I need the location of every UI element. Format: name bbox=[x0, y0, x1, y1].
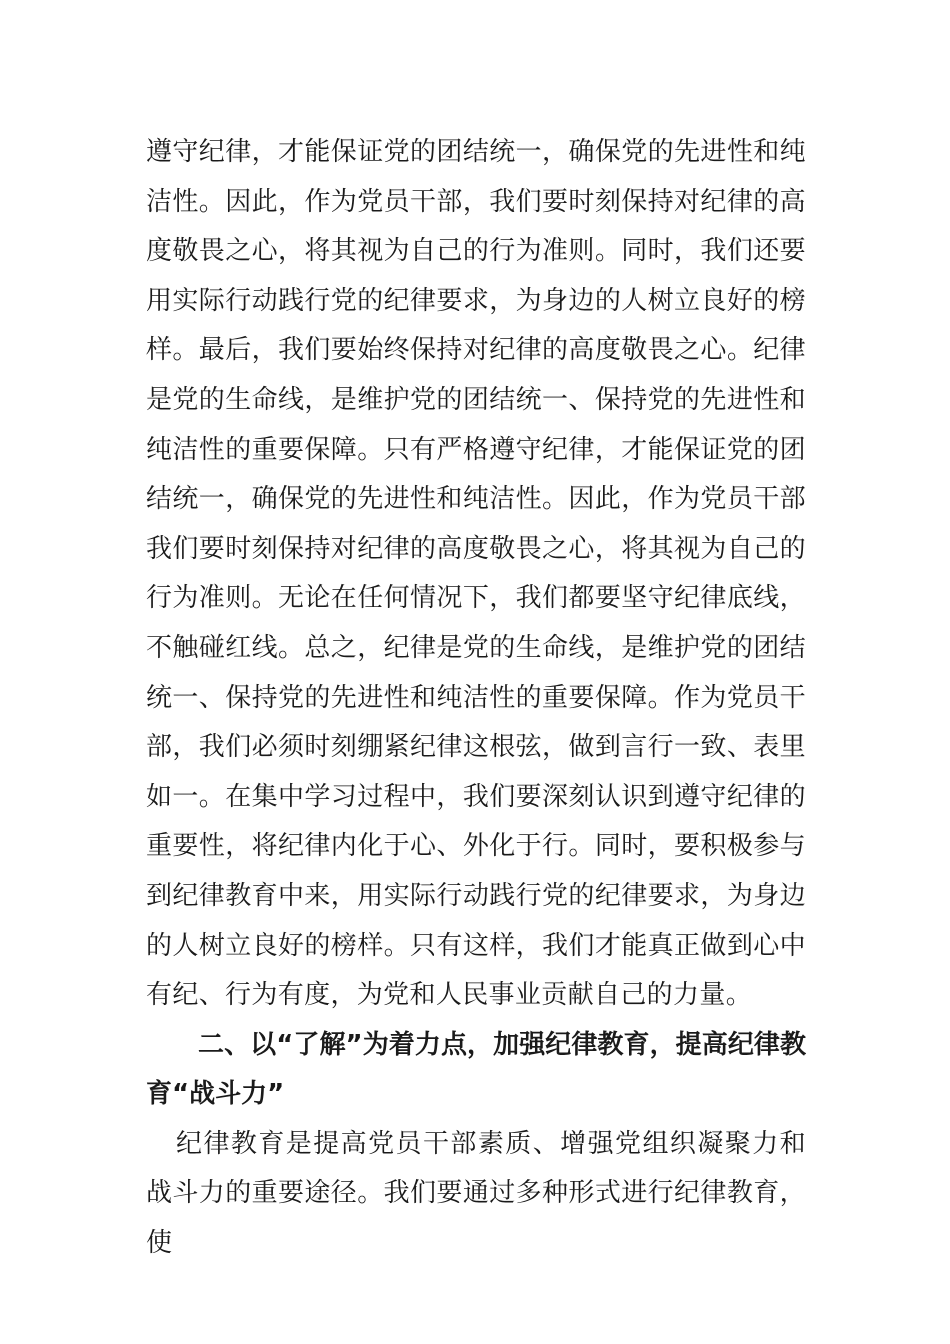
document-body bbox=[146, 128, 806, 1269]
body-paragraph-1: 遵守纪律，才能保证党的团结统一，确保党的先进性和纯洁性。因此，作为党员干部，我们要时刻保持对纪律的高度敬畏之心，将其视为自己的行为准则。同时，我们还要用实际行动践行党的纪律要求，为身边的人树立良好的榜样。最后，我们要始终保持对纪律的高度敬畏之心。纪律是党的生命线，是维护党的团结统一、保持党的先进性和纯洁性的重要保障。只有严格遵守纪律，才能保证党的团结统一，确保党的先进性和纯洁性。因此，作为党员干部我们要时刻保持对纪律的高度敬畏之心，将其视为自己的行为准则。无论在任何情况下，我们都要坚守纪律底线，不触碰红线。总之，纪律是党的生命线，是维护党的团结统一、保持党的先进性和纯洁性的重要保障。作为党员干部，我们必须时刻绷紧纪律这根弦，做到言行一致、表里如一。在集中学习过程中，我们要深刻认识到遵守纪律的重要性，将纪律内化于心、外化于行。同时，要积极参与到纪律教育中来，用实际行动践行党的纪律要求，为身边的人树立良好的榜样。只有这样，我们才能真正做到心中有纪、行为有度，为党和人民事业贡献自己的力量。 bbox=[146, 137, 806, 1011]
section-heading: 二、以“了解”为着力点，加强纪律教育，提高纪律教育“战斗力” bbox=[146, 1029, 806, 1110]
body-paragraph-2: 纪律教育是提高党员干部素质、增强党组织凝聚力和战斗力的重要途径。我们要通过多种形式进行纪律教育，使 bbox=[146, 1128, 806, 1259]
